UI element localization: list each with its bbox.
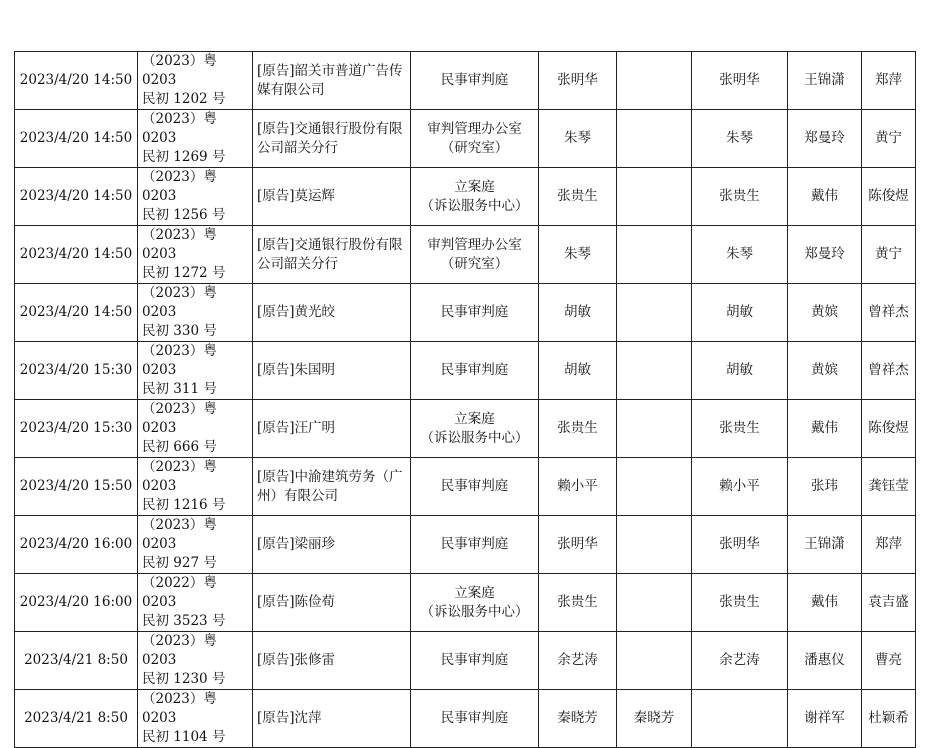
- tribunal-line1: 民事审判庭: [440, 710, 509, 726]
- panel-member-cell: 张明华: [692, 52, 788, 110]
- presiding-judge-cell: 张贵生: [539, 168, 617, 226]
- party-cell: [原告]沈萍: [253, 690, 411, 748]
- table-row: [15, 226, 916, 284]
- tribunal-cell: [411, 458, 539, 516]
- assistant-cell: 谢祥军: [788, 690, 862, 748]
- party-cell: [原告]陈俭荀: [253, 574, 411, 632]
- tribunal-line1: 民事审判庭: [440, 478, 509, 494]
- party-cell: [原告]韶关市普道广告传媒有限公司: [253, 52, 411, 110]
- table-row: [15, 342, 916, 400]
- case-number-cell: [138, 400, 253, 458]
- panel-member-cell: 赖小平: [692, 458, 788, 516]
- tribunal-line1: 民事审判庭: [440, 304, 509, 320]
- tribunal-cell: [411, 632, 539, 690]
- table-row: [15, 284, 916, 342]
- clerk-cell: 陈俊煜: [862, 400, 916, 458]
- case-number-line1: （2023）粤 0203: [142, 227, 217, 262]
- case-number-cell: [138, 516, 253, 574]
- tribunal-line2: （诉讼服务中心）: [420, 603, 529, 620]
- hearing-schedule-table: [14, 51, 916, 748]
- presiding-judge-cell: 赖小平: [539, 458, 617, 516]
- clerk-cell: 袁吉盛: [862, 574, 916, 632]
- clerk-cell: 黄宁: [862, 110, 916, 168]
- case-number-line1: （2023）粤 0203: [142, 401, 217, 436]
- tribunal-line2: （诉讼服务中心）: [420, 197, 529, 214]
- case-number-cell: [138, 226, 253, 284]
- panel-member-cell: 余艺涛: [692, 632, 788, 690]
- case-number-line1: （2023）粤 0203: [142, 111, 217, 146]
- case-number-cell: [138, 110, 253, 168]
- presiding-judge-cell: 张贵生: [539, 574, 617, 632]
- tribunal-line1: 民事审判庭: [440, 536, 509, 552]
- tribunal-cell: [411, 284, 539, 342]
- hearing-time-cell: 2023/4/20 15:30: [15, 400, 138, 458]
- presiding-judge-cell: 朱琴: [539, 110, 617, 168]
- assistant-cell: 王锦潇: [788, 52, 862, 110]
- presiding-judge-cell: 朱琴: [539, 226, 617, 284]
- case-number-line1: （2023）粤 0203: [142, 459, 217, 494]
- case-number-line1: （2023）粤 0203: [142, 691, 217, 726]
- case-number-line2: 民初 311 号: [142, 381, 217, 397]
- case-number-line1: （2023）粤 0203: [142, 53, 217, 88]
- table-row: [15, 458, 916, 516]
- case-number-cell: [138, 574, 253, 632]
- panel-member-cell: [692, 690, 788, 748]
- tribunal-cell: [411, 168, 539, 226]
- tribunal-line1: 立案庭: [454, 584, 495, 601]
- hearing-time-cell: 2023/4/20 14:50: [15, 226, 138, 284]
- presiding-judge-cell: 余艺涛: [539, 632, 617, 690]
- clerk-cell: 杜颖希: [862, 690, 916, 748]
- tribunal-cell: [411, 226, 539, 284]
- tribunal-line1: 审判管理办公室: [427, 236, 522, 253]
- clerk-cell: 黄宁: [862, 226, 916, 284]
- clerk-cell: 曾祥杰: [862, 342, 916, 400]
- case-number-line2: 民初 1216 号: [142, 497, 226, 513]
- case-number-line2: 民初 1256 号: [142, 207, 226, 223]
- assistant-cell: 黄嫔: [788, 342, 862, 400]
- case-number-line1: （2023）粤 0203: [142, 169, 217, 204]
- tribunal-cell: [411, 574, 539, 632]
- case-number-cell: [138, 342, 253, 400]
- panel-member-cell: 张贵生: [692, 574, 788, 632]
- table-row: [15, 168, 916, 226]
- clerk-cell: 曾祥杰: [862, 284, 916, 342]
- judge-cell: [617, 458, 692, 516]
- panel-member-cell: 朱琴: [692, 226, 788, 284]
- presiding-judge-cell: 张明华: [539, 52, 617, 110]
- case-number-line1: （2023）粤 0203: [142, 285, 217, 320]
- table-row: [15, 574, 916, 632]
- judge-cell: [617, 226, 692, 284]
- case-number-cell: [138, 458, 253, 516]
- clerk-cell: 郑萍: [862, 52, 916, 110]
- panel-member-cell: 张贵生: [692, 400, 788, 458]
- case-number-line1: （2023）粤 0203: [142, 633, 217, 668]
- table-row: [15, 690, 916, 748]
- table-row: [15, 632, 916, 690]
- assistant-cell: 张玮: [788, 458, 862, 516]
- case-number-line2: 民初 666 号: [142, 439, 217, 455]
- tribunal-line1: 审判管理办公室: [427, 120, 522, 137]
- hearing-time-cell: 2023/4/20 16:00: [15, 516, 138, 574]
- party-cell: [原告]朱国明: [253, 342, 411, 400]
- panel-member-cell: 张明华: [692, 516, 788, 574]
- table-body: [15, 52, 916, 748]
- party-cell: [原告]黄光皎: [253, 284, 411, 342]
- assistant-cell: 戴伟: [788, 168, 862, 226]
- tribunal-line2: （诉讼服务中心）: [420, 429, 529, 446]
- case-number-cell: [138, 284, 253, 342]
- case-number-cell: [138, 52, 253, 110]
- party-cell: [原告]交通银行股份有限公司韶关分行: [253, 110, 411, 168]
- party-cell: [原告]张修雷: [253, 632, 411, 690]
- tribunal-cell: [411, 400, 539, 458]
- tribunal-cell: [411, 516, 539, 574]
- judge-cell: [617, 168, 692, 226]
- presiding-judge-cell: 张贵生: [539, 400, 617, 458]
- assistant-cell: 王锦潇: [788, 516, 862, 574]
- party-cell: [原告]汪广明: [253, 400, 411, 458]
- presiding-judge-cell: 胡敏: [539, 284, 617, 342]
- tribunal-line2: （研究室）: [440, 139, 509, 156]
- case-number-line2: 民初 1104 号: [142, 729, 226, 745]
- panel-member-cell: 胡敏: [692, 342, 788, 400]
- case-number-line1: （2022）粤 0203: [142, 575, 217, 610]
- case-number-line2: 民初 1202 号: [142, 91, 226, 107]
- judge-cell: 秦晓芳: [617, 690, 692, 748]
- table-row: [15, 400, 916, 458]
- tribunal-line1: 民事审判庭: [440, 652, 509, 668]
- case-number-line2: 民初 3523 号: [142, 613, 226, 629]
- case-number-line1: （2023）粤 0203: [142, 517, 217, 552]
- hearing-time-cell: 2023/4/20 16:00: [15, 574, 138, 632]
- panel-member-cell: 朱琴: [692, 110, 788, 168]
- judge-cell: [617, 632, 692, 690]
- table-row: [15, 52, 916, 110]
- hearing-time-cell: 2023/4/20 14:50: [15, 284, 138, 342]
- tribunal-cell: [411, 52, 539, 110]
- assistant-cell: 郑曼玲: [788, 110, 862, 168]
- hearing-time-cell: 2023/4/20 15:30: [15, 342, 138, 400]
- party-cell: [原告]交通银行股份有限公司韶关分行: [253, 226, 411, 284]
- table-row: [15, 516, 916, 574]
- judge-cell: [617, 516, 692, 574]
- hearing-time-cell: 2023/4/20 14:50: [15, 52, 138, 110]
- judge-cell: [617, 284, 692, 342]
- assistant-cell: 黄嫔: [788, 284, 862, 342]
- tribunal-line1: 民事审判庭: [440, 72, 509, 88]
- judge-cell: [617, 400, 692, 458]
- assistant-cell: 戴伟: [788, 574, 862, 632]
- case-number-line2: 民初 1269 号: [142, 149, 226, 165]
- case-number-cell: [138, 632, 253, 690]
- presiding-judge-cell: 胡敏: [539, 342, 617, 400]
- clerk-cell: 郑萍: [862, 516, 916, 574]
- clerk-cell: 陈俊煜: [862, 168, 916, 226]
- hearing-time-cell: 2023/4/20 14:50: [15, 110, 138, 168]
- party-cell: [原告]中渝建筑劳务（广州）有限公司: [253, 458, 411, 516]
- case-number-cell: [138, 168, 253, 226]
- case-number-line2: 民初 1272 号: [142, 265, 226, 281]
- case-number-line2: 民初 1230 号: [142, 671, 226, 687]
- tribunal-line2: （研究室）: [440, 255, 509, 272]
- assistant-cell: 郑曼玲: [788, 226, 862, 284]
- panel-member-cell: 张贵生: [692, 168, 788, 226]
- assistant-cell: 潘惠仪: [788, 632, 862, 690]
- hearing-time-cell: 2023/4/21 8:50: [15, 690, 138, 748]
- assistant-cell: 戴伟: [788, 400, 862, 458]
- case-number-cell: [138, 690, 253, 748]
- hearing-time-cell: 2023/4/21 8:50: [15, 632, 138, 690]
- judge-cell: [617, 342, 692, 400]
- case-number-line2: 民初 330 号: [142, 323, 217, 339]
- judge-cell: [617, 574, 692, 632]
- tribunal-cell: [411, 342, 539, 400]
- tribunal-line1: 民事审判庭: [440, 362, 509, 378]
- hearing-time-cell: 2023/4/20 15:50: [15, 458, 138, 516]
- table-row: [15, 110, 916, 168]
- judge-cell: [617, 52, 692, 110]
- case-number-line2: 民初 927 号: [142, 555, 217, 571]
- tribunal-line1: 立案庭: [454, 178, 495, 195]
- panel-member-cell: 胡敏: [692, 284, 788, 342]
- presiding-judge-cell: 秦晓芳: [539, 690, 617, 748]
- party-cell: [原告]莫运辉: [253, 168, 411, 226]
- judge-cell: [617, 110, 692, 168]
- hearing-time-cell: 2023/4/20 14:50: [15, 168, 138, 226]
- tribunal-line1: 立案庭: [454, 410, 495, 427]
- tribunal-cell: [411, 110, 539, 168]
- presiding-judge-cell: 张明华: [539, 516, 617, 574]
- case-number-line1: （2023）粤 0203: [142, 343, 217, 378]
- clerk-cell: 曹亮: [862, 632, 916, 690]
- tribunal-cell: [411, 690, 539, 748]
- clerk-cell: 龚钰莹: [862, 458, 916, 516]
- party-cell: [原告]梁丽珍: [253, 516, 411, 574]
